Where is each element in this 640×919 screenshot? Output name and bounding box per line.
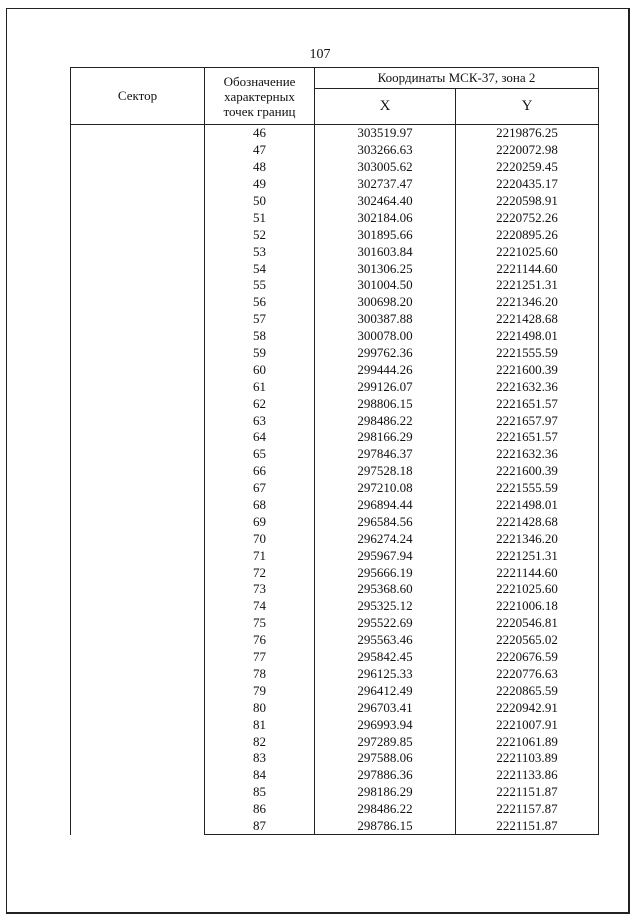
x-cell: 296703.41	[315, 699, 456, 716]
x-cell: 301603.84	[315, 243, 456, 260]
x-cell: 295522.69	[315, 615, 456, 632]
y-cell: 2220776.63	[456, 666, 599, 683]
x-cell: 296125.33	[315, 666, 456, 683]
y-cell: 2221346.20	[456, 294, 599, 311]
x-cell: 296274.24	[315, 530, 456, 547]
x-cell: 299762.36	[315, 345, 456, 362]
x-cell: 296412.49	[315, 682, 456, 699]
point-cell: 50	[205, 193, 315, 210]
x-cell: 302184.06	[315, 209, 456, 226]
point-cell: 47	[205, 142, 315, 159]
x-cell: 297210.08	[315, 480, 456, 497]
header-x: X	[315, 89, 456, 125]
point-cell: 54	[205, 260, 315, 277]
point-cell: 74	[205, 598, 315, 615]
y-cell: 2221498.01	[456, 328, 599, 345]
coordinates-table	[70, 67, 599, 835]
y-cell: 2221006.18	[456, 598, 599, 615]
y-cell: 2221555.59	[456, 345, 599, 362]
y-cell: 2220895.26	[456, 226, 599, 243]
y-cell: 2221632.36	[456, 378, 599, 395]
point-cell: 55	[205, 277, 315, 294]
page-number: 107	[309, 47, 331, 62]
y-cell: 2221657.97	[456, 412, 599, 429]
point-cell: 62	[205, 395, 315, 412]
point-cell: 60	[205, 361, 315, 378]
x-cell: 301895.66	[315, 226, 456, 243]
y-cell: 2221251.31	[456, 547, 599, 564]
y-cell: 2221600.39	[456, 463, 599, 480]
point-cell: 87	[205, 818, 315, 835]
point-cell: 61	[205, 378, 315, 395]
point-cell: 72	[205, 564, 315, 581]
y-cell: 2220942.91	[456, 699, 599, 716]
x-cell: 300387.88	[315, 311, 456, 328]
point-cell: 56	[205, 294, 315, 311]
x-cell: 296584.56	[315, 513, 456, 530]
y-cell: 2221428.68	[456, 513, 599, 530]
header-coordinates: Координаты МСК-37, зона 2	[315, 68, 599, 89]
x-cell: 295967.94	[315, 547, 456, 564]
y-cell: 2221498.01	[456, 497, 599, 514]
point-cell: 67	[205, 480, 315, 497]
point-cell: 63	[205, 412, 315, 429]
point-cell: 52	[205, 226, 315, 243]
header-designation	[205, 68, 315, 125]
point-cell: 68	[205, 497, 315, 514]
point-cell: 48	[205, 159, 315, 176]
x-cell: 303005.62	[315, 159, 456, 176]
x-cell: 298486.22	[315, 412, 456, 429]
point-cell: 85	[205, 784, 315, 801]
y-cell: 2221151.87	[456, 784, 599, 801]
x-cell: 295325.12	[315, 598, 456, 615]
y-cell: 2221651.57	[456, 429, 599, 446]
point-cell: 75	[205, 615, 315, 632]
x-cell: 303519.97	[315, 125, 456, 142]
x-cell: 302737.47	[315, 176, 456, 193]
x-cell: 298806.15	[315, 395, 456, 412]
y-cell: 2221251.31	[456, 277, 599, 294]
y-cell: 2219876.25	[456, 125, 599, 142]
x-cell: 301004.50	[315, 277, 456, 294]
header-designation-line-3: точек границ	[223, 103, 296, 119]
y-cell: 2221632.36	[456, 446, 599, 463]
point-cell: 86	[205, 801, 315, 818]
y-cell: 2220598.91	[456, 193, 599, 210]
x-cell: 302464.40	[315, 193, 456, 210]
y-cell: 2221103.89	[456, 750, 599, 767]
x-cell: 301306.25	[315, 260, 456, 277]
y-cell: 2221007.91	[456, 716, 599, 733]
point-cell: 58	[205, 328, 315, 345]
x-cell: 295368.60	[315, 581, 456, 598]
point-cell: 77	[205, 649, 315, 666]
point-cell: 69	[205, 513, 315, 530]
header-designation-line-2: характерных	[224, 88, 295, 104]
y-cell: 2221428.68	[456, 311, 599, 328]
point-cell: 59	[205, 345, 315, 362]
x-cell: 297528.18	[315, 463, 456, 480]
header-y: Y	[456, 89, 599, 125]
point-cell: 71	[205, 547, 315, 564]
y-cell: 2221133.86	[456, 767, 599, 784]
x-cell: 297588.06	[315, 750, 456, 767]
y-cell: 2221144.60	[456, 564, 599, 581]
point-cell: 73	[205, 581, 315, 598]
y-cell: 2220565.02	[456, 632, 599, 649]
header-designation-line-1: Обозначение	[223, 73, 296, 89]
y-cell: 2221025.60	[456, 581, 599, 598]
x-cell: 299444.26	[315, 361, 456, 378]
point-cell: 49	[205, 176, 315, 193]
point-cell: 76	[205, 632, 315, 649]
header-sector: Сектор	[71, 68, 205, 125]
y-cell: 2221144.60	[456, 260, 599, 277]
point-cell: 53	[205, 243, 315, 260]
y-cell: 2221025.60	[456, 243, 599, 260]
y-cell: 2220865.59	[456, 682, 599, 699]
point-cell: 83	[205, 750, 315, 767]
point-cell: 70	[205, 530, 315, 547]
y-cell: 2221555.59	[456, 480, 599, 497]
x-cell: 295842.45	[315, 649, 456, 666]
x-cell: 300698.20	[315, 294, 456, 311]
x-cell: 296993.94	[315, 716, 456, 733]
y-cell: 2221651.57	[456, 395, 599, 412]
point-cell: 66	[205, 463, 315, 480]
point-cell: 79	[205, 682, 315, 699]
x-cell: 298786.15	[315, 818, 456, 835]
point-cell: 51	[205, 209, 315, 226]
y-cell: 2221061.89	[456, 733, 599, 750]
point-cell: 64	[205, 429, 315, 446]
x-cell: 298186.29	[315, 784, 456, 801]
y-cell: 2220752.26	[456, 209, 599, 226]
point-cell: 78	[205, 666, 315, 683]
point-cell: 81	[205, 716, 315, 733]
point-cell: 80	[205, 699, 315, 716]
point-cell: 46	[205, 125, 315, 142]
x-cell: 297886.36	[315, 767, 456, 784]
y-cell: 2220546.81	[456, 615, 599, 632]
point-cell: 57	[205, 311, 315, 328]
x-cell: 303266.63	[315, 142, 456, 159]
point-cell: 82	[205, 733, 315, 750]
x-cell: 299126.07	[315, 378, 456, 395]
x-cell: 296894.44	[315, 497, 456, 514]
y-cell: 2220435.17	[456, 176, 599, 193]
x-cell: 295563.46	[315, 632, 456, 649]
y-cell: 2220072.98	[456, 142, 599, 159]
x-cell: 300078.00	[315, 328, 456, 345]
x-cell: 298166.29	[315, 429, 456, 446]
y-cell: 2220676.59	[456, 649, 599, 666]
table-row	[71, 125, 599, 142]
y-cell: 2221346.20	[456, 530, 599, 547]
y-cell: 2221151.87	[456, 818, 599, 835]
y-cell: 2221600.39	[456, 361, 599, 378]
x-cell: 297846.37	[315, 446, 456, 463]
y-cell: 2221157.87	[456, 801, 599, 818]
x-cell: 297289.85	[315, 733, 456, 750]
sector-cell	[71, 125, 205, 835]
point-cell: 84	[205, 767, 315, 784]
x-cell: 298486.22	[315, 801, 456, 818]
x-cell: 295666.19	[315, 564, 456, 581]
point-cell: 65	[205, 446, 315, 463]
y-cell: 2220259.45	[456, 159, 599, 176]
